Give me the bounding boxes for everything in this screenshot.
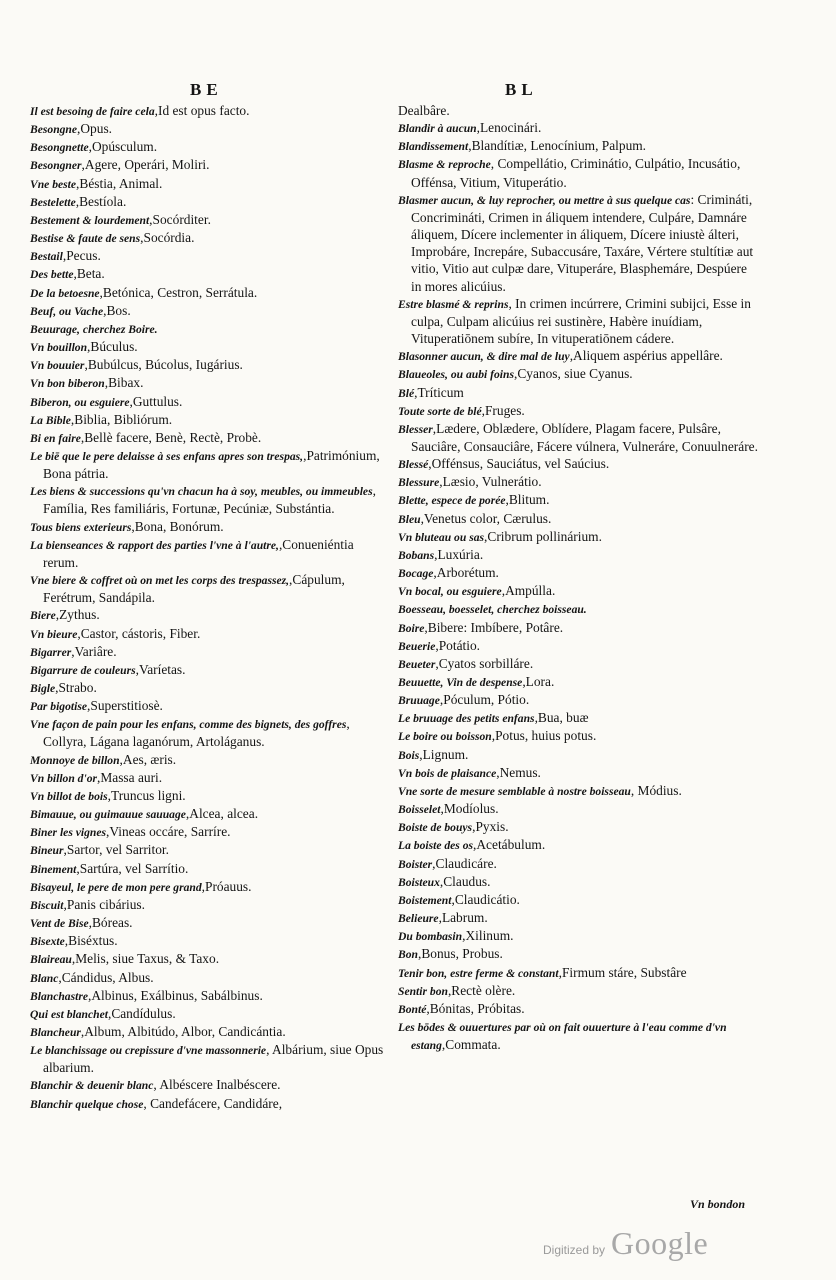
- latin-translation: Cyanos, siue Cyanus.: [517, 366, 633, 382]
- dictionary-entry: Blancheur,Album, Albitúdo, Albor, Candicántia.: [30, 1023, 286, 1039]
- latin-translation: Pecus.: [66, 248, 101, 264]
- french-headword: Bestise & faute de sens: [30, 232, 141, 246]
- french-headword: Bon: [398, 948, 418, 962]
- running-header-left: BE: [190, 80, 223, 99]
- french-headword: Beuuette, Vin de despense: [398, 676, 523, 689]
- latin-translation: Béstia, Animal.: [79, 175, 163, 191]
- french-headword: Besongner: [30, 159, 82, 173]
- dictionary-entry: Blessure,Læsio, Vulnerátio.: [398, 474, 542, 490]
- french-headword: Blaueoles, ou aubi foins: [398, 368, 514, 382]
- dictionary-entry: Bineur,Sartor, vel Sarritor.: [30, 842, 169, 858]
- french-headword: Monnoye de billon: [30, 753, 120, 767]
- latin-translation: Bona, Bonórum.: [134, 518, 224, 534]
- latin-translation: Guttulus.: [132, 393, 183, 409]
- latin-translation: Læsio, Vulnerátio.: [442, 474, 542, 490]
- dictionary-entry: Boisselet,Modíolus.: [398, 801, 499, 817]
- french-headword: Estre blasmé & reprins: [398, 297, 509, 311]
- latin-translation: Modíolus.: [443, 801, 499, 817]
- latin-translation: Lora.: [525, 674, 555, 689]
- dictionary-entry: Blandissement,Blandítiæ, Lenocínium, Palpum.: [398, 138, 647, 154]
- latin-translation: Strabo.: [58, 680, 97, 695]
- dictionary-entry: Biberon, ou esguiere,Guttulus.: [30, 393, 183, 409]
- latin-translation: Blitum.: [508, 492, 550, 508]
- dictionary-entry: Vn bois de plaisance,Nemus.: [398, 764, 541, 780]
- dictionary-entry: Biner les vignes,Vineas occáre, Sarríre.: [30, 824, 231, 840]
- dictionary-entry: Bestement & lourdement,Socórditer.: [30, 211, 211, 227]
- french-headword: Tous biens exterieurs: [30, 520, 132, 534]
- dictionary-entry: Bestail,Pecus.: [30, 248, 101, 264]
- latin-translation: Varíetas.: [139, 661, 186, 677]
- french-headword: Blanchir & deuenir blanc: [30, 1079, 154, 1093]
- running-header-right: BL: [505, 80, 538, 99]
- dictionary-entry: Tenir bon, estre ferme & constant,Firmum stáre, Substâre: [398, 964, 687, 980]
- latin-translation: Conueniéntia rerum.: [43, 536, 354, 570]
- dictionary-entry: Blanchastre,Albinus, Exálbinus, Sabálbinus.: [30, 987, 263, 1003]
- dictionary-entry: Bon,Bonus, Probus.: [398, 946, 503, 962]
- latin-translation: Commata.: [445, 1037, 501, 1053]
- latin-translation: Albinus, Exálbinus, Sabálbinus.: [91, 987, 263, 1003]
- dictionary-entry: La bienseances & rapport des parties l'vne à l'autre,,Conueniéntia rerum.: [30, 536, 354, 570]
- french-headword: Des bette: [30, 268, 74, 282]
- latin-translation: Búculus.: [90, 339, 138, 355]
- google-logo: Google: [611, 1225, 709, 1261]
- french-headword: Du bombasin: [398, 930, 463, 944]
- french-headword: Belieure: [398, 912, 439, 926]
- french-headword: Vn bluteau ou sas: [398, 530, 485, 544]
- latin-translation: Id est opus facto.: [157, 103, 250, 118]
- french-headword: Vne façon de pain pour les enfans, comme des bignets, des goffres: [30, 718, 347, 732]
- latin-translation: Tríticum: [417, 384, 464, 400]
- french-headword: Boistement: [398, 893, 452, 907]
- french-headword: Bineur: [30, 844, 64, 858]
- latin-translation: : Crimináti, Concrimináti, Crimen in áliquem intendere, Culpáre, Damnáre áliquem, Dícere inclementer in áliquem, Dícere iniustè álteri, Improbáre, Increpáre, Subaccusáre, Taxáre, Vértere stultítiæ aut vitio, Vitio aut culpæ dare, Vituperáre, Blasphemáre, Despúere in mores alicúius.: [411, 191, 754, 294]
- latin-translation: , Collyra, Lágana laganórum, Artoláganus.: [43, 716, 350, 750]
- french-headword: Les bōdes & ouuertures par où on fait ouuerture à l'eau comme d'vn estang: [398, 1020, 727, 1053]
- french-headword: Le boire ou boisson: [398, 730, 492, 744]
- latin-translation: Potus, huius potus.: [495, 728, 597, 744]
- catchword: Vn bondon: [690, 1197, 746, 1211]
- dictionary-entry: [30, 320, 392, 338]
- french-headword: Qui est blanchet: [30, 1007, 108, 1021]
- latin-translation: Luxúria.: [437, 546, 484, 562]
- latin-translation: Claudicáre.: [435, 855, 497, 871]
- dictionary-entry: Bruuage,Póculum, Pótio.: [398, 692, 530, 708]
- dictionary-entry: Qui est blanchet,Candídulus.: [30, 1005, 176, 1021]
- dictionary-entry: La Bible,Biblia, Bibliórum.: [30, 411, 173, 427]
- french-headword: Vne sorte de mesure semblable à nostre boisseau: [398, 784, 631, 798]
- dictionary-entry: Vn billot de bois,Truncus ligni.: [30, 787, 186, 803]
- french-headword: Vn bouillon: [30, 341, 88, 355]
- dictionary-entry: Blé,Tríticum: [398, 384, 464, 400]
- french-headword: Bisayeul, le pere de mon pere grand: [30, 880, 202, 894]
- latin-translation: Bóreas.: [91, 915, 133, 931]
- dictionary-entry: Du bombasin,Xilinum.: [398, 928, 514, 944]
- dictionary-entry: Bimauue, ou guimauue sauuage,Alcea, alcea.: [30, 806, 259, 822]
- french-headword: Blé: [398, 386, 415, 400]
- dictionary-entry: Bigle,Strabo.: [30, 680, 97, 695]
- dictionary-entry: [398, 782, 760, 800]
- latin-translation: Vineas occáre, Sarríre.: [109, 824, 231, 840]
- french-headword: Biscuit: [30, 898, 64, 912]
- latin-translation: Pyxis.: [475, 819, 509, 835]
- french-headword: Vn bouuier: [30, 359, 85, 373]
- dictionary-entry: Binement,Sartúra, vel Sarrítio.: [30, 860, 189, 876]
- latin-translation: Rectè olère.: [451, 982, 516, 998]
- french-headword: Beuurage, cherchez Boire.: [30, 322, 158, 336]
- dictionary-entry: [30, 715, 392, 750]
- french-headword: Binement: [30, 862, 77, 876]
- latin-translation: Cándidus, Albus.: [61, 969, 154, 985]
- dictionary-entry: Blasonner aucun, & dire mal de luy,Aliquem aspérius appellâre.: [398, 348, 723, 364]
- latin-translation: Melis, siue Taxus, & Taxo.: [75, 951, 220, 967]
- french-headword: Blancheur: [30, 1025, 81, 1039]
- french-headword: Besongne: [30, 123, 78, 137]
- dictionary-entry: Vn bouuier,Bubúlcus, Búcolus, Iugárius.: [30, 357, 243, 373]
- french-headword: Toute sorte de blé: [398, 404, 482, 418]
- french-headword: Beuerie: [398, 639, 436, 653]
- latin-translation: Acetábulum.: [476, 837, 546, 853]
- watermark-prefix: Digitized by: [543, 1243, 606, 1257]
- latin-translation: Opus.: [80, 121, 113, 137]
- french-headword: Bestement & lourdement: [30, 213, 150, 227]
- dictionary-entry: Monnoye de billon,Aes, æris.: [30, 751, 177, 767]
- left-column: [30, 102, 392, 1113]
- french-headword: Vn billon d'or: [30, 771, 98, 785]
- french-headword: Bimauue, ou guimauue sauuage: [30, 808, 186, 822]
- latin-translation: Claudicátio.: [454, 891, 520, 907]
- latin-translation: Socórdia.: [143, 230, 195, 246]
- latin-translation: Biblia, Bibliórum.: [74, 411, 173, 427]
- latin-translation: Bibax.: [108, 375, 144, 391]
- dictionary-entry: Blanc,Cándidus, Albus.: [30, 969, 154, 985]
- dictionary-entry: Bois,Lignum.: [398, 746, 469, 762]
- french-headword: Blesser: [398, 422, 433, 436]
- dictionary-entry: Vne beste,Béstia, Animal.: [30, 175, 163, 191]
- latin-translation: , Candefácere, Candidáre,: [143, 1095, 283, 1111]
- dictionary-entry: [398, 191, 760, 295]
- french-headword: Blanchir quelque chose: [30, 1097, 144, 1111]
- latin-translation: Cyatos sorbilláre.: [438, 655, 534, 671]
- dictionary-entry: Il est besoing de faire cela,Id est opus facto.: [30, 103, 250, 118]
- french-headword: Vne biere & coffret où on met les corps des trespassez,: [30, 574, 290, 588]
- french-headword: Blasonner aucun, & dire mal de luy: [398, 350, 570, 364]
- dictionary-entry: Bobans,Luxúria.: [398, 546, 484, 562]
- dictionary-entry: Le boire ou boisson,Potus, huius potus.: [398, 728, 597, 744]
- latin-translation: Bubúlcus, Búcolus, Iugárius.: [87, 357, 243, 373]
- dictionary-entry: Biscuit,Panis cibárius.: [30, 896, 145, 912]
- latin-translation: Póculum, Pótio.: [443, 692, 530, 708]
- latin-translation: Beta.: [76, 266, 105, 282]
- french-headword: Tenir bon, estre ferme & constant: [398, 966, 559, 980]
- latin-translation: Superstitiosè.: [90, 698, 163, 714]
- latin-translation: Bellè facere, Benè, Rectè, Probè.: [84, 429, 262, 445]
- dictionary-entry: [398, 600, 760, 618]
- dictionary-entry: Vn bocal, ou esguiere,Ampúlla.: [398, 583, 556, 599]
- french-headword: Beueter: [398, 657, 436, 671]
- french-headword: Vn billot de bois: [30, 789, 108, 803]
- latin-translation: Patrimónium, Bona pátria.: [43, 447, 380, 482]
- latin-translation: Sartor, vel Sarritor.: [66, 842, 169, 858]
- dictionary-entry: [398, 102, 760, 119]
- latin-translation: Bua, buæ: [537, 710, 589, 726]
- french-headword: Bigarrure de couleurs: [30, 663, 136, 677]
- dictionary-entry: Blette, espece de porée,Blitum.: [398, 492, 550, 508]
- latin-translation: Aliquem aspérius appellâre.: [573, 348, 723, 364]
- dictionary-entry: Blaireau,Melis, siue Taxus, & Taxo.: [30, 951, 220, 967]
- latin-translation: , In crimen incúrrere, Crimini subijci, Esse in culpa, Culpam alicúius rei sustinère, Habère inuídiam, Vituperatiōnem subíre, In vituperatiōnem cádere.: [411, 295, 751, 347]
- dictionary-entry: Le bruuage des petits enfans,Bua, buæ: [398, 710, 589, 726]
- dictionary-entry: Bi en faire,Bellè facere, Benè, Rectè, Probè.: [30, 429, 262, 445]
- latin-translation: Claudus.: [443, 873, 491, 889]
- latin-translation: Agere, Operári, Moliri.: [84, 157, 210, 173]
- dictionary-entry: [30, 1041, 392, 1076]
- latin-translation: Próauus.: [205, 878, 252, 894]
- dictionary-entry: Bisayeul, le pere de mon pere grand,Próauus.: [30, 878, 252, 894]
- latin-translation: Aes, æris.: [122, 751, 177, 767]
- french-headword: Boiste de bouys: [398, 821, 473, 835]
- french-headword: Bocage: [398, 567, 434, 581]
- dictionary-entry: Belieure,Labrum.: [398, 910, 488, 926]
- french-headword: Bigarrer: [30, 645, 72, 659]
- french-headword: Vn bieure: [30, 627, 78, 641]
- dictionary-entry: Beuerie,Potátio.: [398, 637, 481, 653]
- dictionary-entry: Blesser,Lædere, Oblædere, Oblídere, Plagam facere, Pulsâre, Sauciâre, Consauciâre, Fácere vúlnera, Vulneráre, Conuulneráre.: [398, 420, 758, 454]
- dictionary-entry: Bleu,Venetus color, Cærulus.: [398, 510, 552, 526]
- french-headword: Boesseau, boesselet, cherchez boisseau.: [398, 603, 587, 617]
- latin-translation: Album, Albitúdo, Albor, Candicántia.: [84, 1023, 286, 1039]
- french-headword: Boisselet: [398, 803, 441, 817]
- latin-translation: , Albéscere Inalbéscere.: [153, 1077, 281, 1093]
- dictionary-entry: Bestise & faute de sens,Socórdia.: [30, 230, 195, 246]
- latin-translation: , Compellátio, Criminátio, Culpátio, Incusátio, Offénsa, Vitium, Vituperátio.: [411, 156, 741, 190]
- dictionary-entry: Bestelette,Bestíola.: [30, 193, 127, 209]
- french-headword: Bonté: [398, 1002, 427, 1016]
- french-headword: Le biē que le pere delaisse à ses enfans apres son trespas,: [30, 449, 304, 463]
- latin-translation: Variâre.: [74, 643, 117, 659]
- latin-translation: Lignum.: [422, 746, 469, 762]
- dictionary-entry: Par bigotise,Superstitiosè.: [30, 698, 163, 714]
- dictionary-entry: [398, 295, 760, 347]
- dictionary-entry: Beueter,Cyatos sorbilláre.: [398, 655, 534, 671]
- latin-translation: Potátio.: [438, 637, 481, 653]
- dictionary-entry: [30, 1095, 392, 1113]
- french-headword: Vn bon biberon: [30, 377, 105, 391]
- dictionary-entry: [30, 1076, 392, 1094]
- dictionary-entry: Vne biere & coffret où on met les corps des trespassez,,Cápulum, Ferétrum, Sandápila.: [30, 572, 345, 606]
- french-headword: Boire: [398, 621, 425, 635]
- latin-translation: , Albárium, siue Opus albarium.: [43, 1042, 384, 1076]
- french-headword: Beuf, ou Vache: [30, 304, 104, 318]
- french-headword: Blessure: [398, 476, 440, 490]
- latin-translation: Sartúra, vel Sarrítio.: [79, 860, 189, 876]
- french-headword: Les biens & successions qu'vn chacun ha à soy, meubles, ou immeubles: [30, 485, 373, 499]
- dictionary-entry: Blessé,Offénsus, Sauciátus, vel Saúcius.: [398, 456, 610, 472]
- latin-translation: Labrum.: [441, 910, 488, 926]
- dictionary-entry: Boister,Claudicáre.: [398, 855, 497, 871]
- french-headword: La boiste des os: [398, 839, 474, 853]
- latin-translation: Betónica, Cestron, Serrátula.: [102, 284, 258, 300]
- dictionary-entry: Bocage,Arborétum.: [398, 565, 499, 581]
- latin-translation: Candídulus.: [111, 1005, 176, 1021]
- dictionary-entry: Toute sorte de blé,Fruges.: [398, 402, 525, 418]
- dictionary-entry: La boiste des os,Acetábulum.: [398, 837, 546, 853]
- french-headword: De la betoesne: [30, 286, 100, 300]
- french-headword: Blandissement: [398, 140, 469, 154]
- latin-translation: Alcea, alcea.: [189, 806, 259, 822]
- dictionary-entry: Besongnette,Opúsculum.: [30, 139, 158, 155]
- latin-translation: Opúsculum.: [91, 139, 158, 155]
- french-headword: Blasmer aucun, & luy reprocher, ou mettre à sus quelque cas: [398, 193, 691, 207]
- french-headword: Bi en faire: [30, 431, 81, 445]
- french-headword: Bisexte: [30, 935, 65, 949]
- french-headword: Blessé: [398, 458, 429, 472]
- latin-translation: Venetus color, Cærulus.: [423, 510, 552, 526]
- french-headword: Boisteux: [398, 875, 440, 889]
- french-headword: Vn bocal, ou esguiere: [398, 585, 502, 599]
- latin-translation: Truncus ligni.: [110, 787, 186, 803]
- french-headword: Bleu: [398, 512, 421, 526]
- dictionary-entry: Beuf, ou Vache,Bos.: [30, 302, 131, 318]
- french-headword: Bruuage: [398, 694, 440, 708]
- dictionary-entry: De la betoesne,Betónica, Cestron, Serrátula.: [30, 284, 258, 300]
- french-headword: Le bruuage des petits enfans: [398, 712, 535, 726]
- french-headword: Blanc: [30, 971, 59, 985]
- dictionary-entry: Vn bouillon,Búculus.: [30, 339, 138, 355]
- latin-translation: Ampúlla.: [505, 583, 556, 599]
- french-headword: Boister: [398, 857, 433, 871]
- dictionary-entry: Bigarrure de couleurs,Varíetas.: [30, 661, 186, 677]
- french-headword: Blette, espece de porée: [398, 494, 506, 508]
- dictionary-entry: Boire,Bibere: Imbíbere, Potâre.: [398, 619, 564, 635]
- latin-translation: Bonus, Probus.: [421, 946, 503, 962]
- french-headword: Biberon, ou esguiere: [30, 395, 130, 409]
- latin-translation: Offénsus, Sauciátus, vel Saúcius.: [431, 456, 610, 472]
- dictionary-entry: [30, 482, 392, 517]
- french-headword: Bois: [398, 748, 420, 762]
- dictionary-entry: Vn billon d'or,Massa auri.: [30, 769, 163, 785]
- latin-translation: Bestíola.: [79, 193, 127, 209]
- latin-translation: Bos.: [106, 302, 131, 318]
- dictionary-entry: Sentir bon,Rectè olère.: [398, 982, 516, 998]
- latin-translation: Dealbâre.: [398, 103, 450, 118]
- dictionary-entry: Vn bieure,Castor, cástoris, Fiber.: [30, 625, 201, 641]
- dictionary-entry: Boiste de bouys,Pyxis.: [398, 819, 509, 835]
- dictionary-entry: Vn bluteau ou sas,Cribrum pollinárium.: [398, 528, 602, 544]
- french-headword: Besongnette: [30, 141, 89, 155]
- dictionary-entry: Le biē que le pere delaisse à ses enfans apres son trespas,,Patrimónium, Bona pátria.: [30, 447, 380, 482]
- french-headword: Sentir bon: [398, 984, 448, 998]
- french-headword: Biere: [30, 609, 56, 623]
- latin-translation: Biséxtus.: [68, 933, 118, 949]
- french-headword: La bienseances & rapport des parties l'vne à l'autre,: [30, 538, 279, 552]
- latin-translation: Castor, cástoris, Fiber.: [80, 625, 201, 641]
- dictionary-entry: Besongne,Opus.: [30, 121, 113, 137]
- dictionary-entry: Beuuette, Vin de despense,Lora.: [398, 674, 555, 689]
- french-headword: Le blanchissage ou crepissure d'vne massonnerie: [30, 1044, 267, 1058]
- dictionary-entry: Vent de Bise,Bóreas.: [30, 915, 133, 931]
- latin-translation: Blandítiæ, Lenocínium, Palpum.: [471, 138, 647, 154]
- dictionary-entry: Des bette,Beta.: [30, 266, 105, 282]
- french-headword: Blaireau: [30, 953, 72, 967]
- dictionary-entry: Boisteux,Claudus.: [398, 873, 491, 889]
- french-headword: Vne beste: [30, 177, 77, 191]
- digitized-watermark: [543, 1225, 708, 1259]
- french-headword: Blanchastre: [30, 989, 88, 1003]
- latin-translation: Socórditer.: [152, 211, 211, 227]
- dictionary-entry: Bigarrer,Variâre.: [30, 643, 117, 659]
- dictionary-entry: Blaueoles, ou aubi foins,Cyanos, siue Cyanus.: [398, 366, 633, 382]
- latin-translation: , Família, Res familiáris, Fortunæ, Pecúniæ, Substántia.: [43, 483, 376, 517]
- dictionary-entry: Tous biens exterieurs,Bona, Bonórum.: [30, 518, 224, 534]
- latin-translation: Massa auri.: [100, 769, 163, 785]
- french-headword: La Bible: [30, 413, 71, 427]
- french-headword: Bobans: [398, 548, 435, 562]
- french-headword: Bestail: [30, 250, 63, 264]
- dictionary-entry: Vn bon biberon,Bibax.: [30, 375, 144, 391]
- latin-translation: Lenocinári.: [479, 120, 542, 136]
- latin-translation: Arborétum.: [436, 565, 499, 581]
- latin-translation: Lædere, Oblædere, Oblídere, Plagam facere, Pulsâre, Sauciâre, Consauciâre, Fácere vúlnera, Vulneráre, Conuulneráre.: [411, 420, 758, 454]
- french-headword: Il est besoing de faire cela: [30, 105, 155, 118]
- latin-translation: , Módius.: [630, 782, 682, 798]
- french-headword: Blandir à aucun: [398, 122, 477, 136]
- dictionary-entry: Biere,Zythus.: [30, 607, 100, 623]
- french-headword: Bigle: [30, 682, 56, 695]
- french-headword: Vn bois de plaisance: [398, 766, 497, 780]
- french-headword: Biner les vignes: [30, 826, 107, 840]
- latin-translation: Cribrum pollinárium.: [487, 528, 602, 544]
- latin-translation: Firmum stáre, Substâre: [561, 964, 687, 980]
- latin-translation: Zythus.: [59, 607, 100, 623]
- dictionary-entry: Boistement,Claudicátio.: [398, 891, 520, 907]
- french-headword: Bestelette: [30, 195, 76, 209]
- dictionary-entry: Les bōdes & ouuertures par où on fait ouuerture à l'eau comme d'vn estang,Commata.: [398, 1020, 727, 1053]
- dictionary-entry: Bisexte,Biséxtus.: [30, 933, 118, 949]
- french-headword: Vent de Bise: [30, 917, 89, 931]
- right-column: [398, 102, 760, 1054]
- dictionary-entry: [398, 155, 760, 190]
- latin-translation: Bónitas, Próbitas.: [429, 1000, 525, 1016]
- dictionary-entry: Blandir à aucun,Lenocinári.: [398, 120, 542, 136]
- dictionary-entry: Besongner,Agere, Operári, Moliri.: [30, 157, 210, 173]
- dictionary-entry: Bonté,Bónitas, Próbitas.: [398, 1000, 525, 1016]
- latin-translation: Panis cibárius.: [66, 896, 145, 912]
- latin-translation: Nemus.: [499, 764, 541, 780]
- latin-translation: Cápulum, Ferétrum, Sandápila.: [43, 572, 345, 606]
- latin-translation: Xilinum.: [465, 928, 514, 944]
- latin-translation: Bibere: Imbíbere, Potâre.: [427, 619, 564, 635]
- french-headword: Par bigotise: [30, 700, 88, 714]
- latin-translation: Fruges.: [484, 402, 525, 418]
- french-headword: Blasme & reproche: [398, 158, 491, 172]
